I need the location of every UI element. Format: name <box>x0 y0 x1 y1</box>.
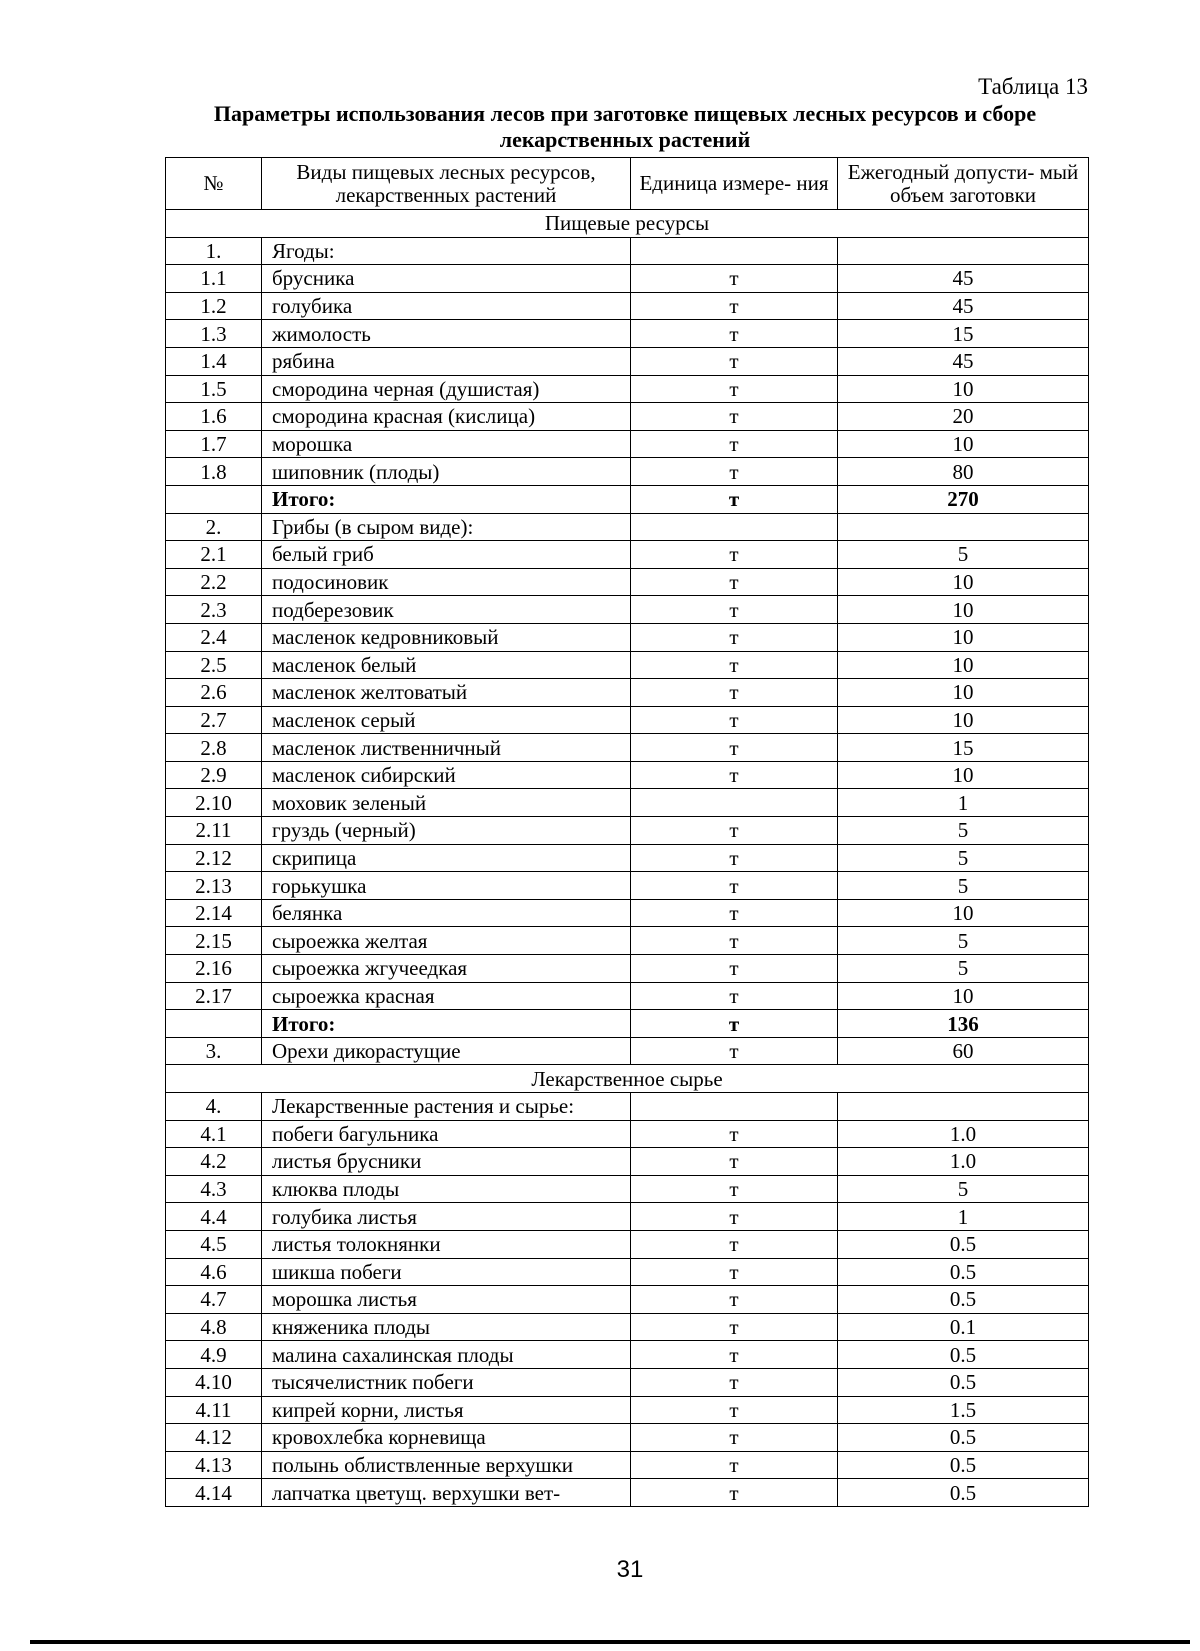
row-unit: т <box>631 568 838 596</box>
row-name: горькушка <box>262 872 631 900</box>
row-value: 5 <box>838 872 1089 900</box>
row-number: 1. <box>166 237 262 265</box>
row-value: 0.5 <box>838 1424 1089 1452</box>
row-value: 10 <box>838 761 1089 789</box>
row-number: 1.2 <box>166 292 262 320</box>
row-value: 10 <box>838 651 1089 679</box>
table-row <box>166 1396 1089 1424</box>
row-name: малина сахалинская плоды <box>262 1341 631 1369</box>
row-name: белый гриб <box>262 541 631 569</box>
row-name: Итого: <box>262 485 631 513</box>
row-unit: т <box>631 1479 838 1507</box>
row-value: 10 <box>838 899 1089 927</box>
row-number: 4.5 <box>166 1230 262 1258</box>
row-unit: т <box>631 458 838 486</box>
row-unit: т <box>631 485 838 513</box>
row-name: Лекарственные растения и сырье: <box>262 1093 631 1121</box>
table-row <box>166 1451 1089 1479</box>
row-number: 2. <box>166 513 262 541</box>
row-value <box>838 237 1089 265</box>
page-number: 31 <box>616 1556 644 1583</box>
row-name: голубика листья <box>262 1203 631 1231</box>
table-row <box>166 541 1089 569</box>
table-row <box>166 1175 1089 1203</box>
row-number: 4.1 <box>166 1120 262 1148</box>
table-row <box>166 706 1089 734</box>
table-row <box>166 568 1089 596</box>
table-row <box>166 955 1089 983</box>
row-name: полынь облиствленные верхушки <box>262 1451 631 1479</box>
header-volume: Ежегодный допусти- мый объем заготовки <box>838 158 1089 210</box>
table-row <box>166 1120 1089 1148</box>
row-value: 45 <box>838 347 1089 375</box>
row-name: шикша побеги <box>262 1258 631 1286</box>
row-unit: т <box>631 1175 838 1203</box>
row-value: 15 <box>838 734 1089 762</box>
total-row <box>166 1010 1089 1038</box>
table-row <box>166 1037 1089 1065</box>
row-name: шиповник (плоды) <box>262 458 631 486</box>
row-unit: т <box>631 1424 838 1452</box>
row-value: 20 <box>838 403 1089 431</box>
row-name: брусника <box>262 265 631 293</box>
header-num: № <box>166 158 262 210</box>
row-number: 1.4 <box>166 347 262 375</box>
row-number: 2.11 <box>166 817 262 845</box>
row-name: княженика плоды <box>262 1313 631 1341</box>
row-unit: т <box>631 1037 838 1065</box>
row-number: 2.3 <box>166 596 262 624</box>
row-value: 0.5 <box>838 1258 1089 1286</box>
row-value: 1.0 <box>838 1148 1089 1176</box>
row-unit: т <box>631 596 838 624</box>
section-title: Лекарственное сырье <box>166 1065 1089 1093</box>
row-value: 10 <box>838 596 1089 624</box>
row-unit: т <box>631 679 838 707</box>
row-name: жимолость <box>262 320 631 348</box>
table-label: Таблица 13 <box>978 74 1088 99</box>
row-name: подосиновик <box>262 568 631 596</box>
row-name: голубика <box>262 292 631 320</box>
table-row <box>166 1313 1089 1341</box>
row-value: 10 <box>838 679 1089 707</box>
row-value: 15 <box>838 320 1089 348</box>
table-row <box>166 1148 1089 1176</box>
row-name: кровохлебка корневища <box>262 1424 631 1452</box>
row-number: 4.10 <box>166 1368 262 1396</box>
row-number: 3. <box>166 1037 262 1065</box>
row-number: 2.5 <box>166 651 262 679</box>
table-row <box>166 403 1089 431</box>
table-row <box>166 623 1089 651</box>
row-number: 4.12 <box>166 1424 262 1452</box>
row-name: масленок сибирский <box>262 761 631 789</box>
row-unit: т <box>631 623 838 651</box>
row-unit: т <box>631 541 838 569</box>
row-name: масленок лиственничный <box>262 734 631 762</box>
row-number: 2.7 <box>166 706 262 734</box>
row-value: 5 <box>838 541 1089 569</box>
row-number: 4.14 <box>166 1479 262 1507</box>
header-unit: Единица измере- ния <box>631 158 838 210</box>
row-number: 2.2 <box>166 568 262 596</box>
row-name: скрипица <box>262 844 631 872</box>
row-unit: т <box>631 375 838 403</box>
section-row <box>166 210 1089 238</box>
row-value: 5 <box>838 927 1089 955</box>
table-row <box>166 430 1089 458</box>
header-type: Виды пищевых лесных ресурсов, лекарственных растений <box>262 158 631 210</box>
table-row <box>166 596 1089 624</box>
row-number <box>166 1010 262 1038</box>
row-unit: т <box>631 844 838 872</box>
table-row <box>166 237 1089 265</box>
table-row <box>166 982 1089 1010</box>
row-number: 1.5 <box>166 375 262 403</box>
row-value: 45 <box>838 265 1089 293</box>
row-number: 4.13 <box>166 1451 262 1479</box>
row-unit: т <box>631 1010 838 1038</box>
row-number: 2.17 <box>166 982 262 1010</box>
row-value: 0.5 <box>838 1451 1089 1479</box>
row-value: 136 <box>838 1010 1089 1038</box>
row-unit: т <box>631 872 838 900</box>
row-value: 10 <box>838 706 1089 734</box>
table-row <box>166 1093 1089 1121</box>
row-number: 2.1 <box>166 541 262 569</box>
table-row <box>166 265 1089 293</box>
row-name: масленок белый <box>262 651 631 679</box>
row-name: моховик зеленый <box>262 789 631 817</box>
table-row <box>166 761 1089 789</box>
header-row <box>166 158 1089 210</box>
row-unit: т <box>631 817 838 845</box>
table-row <box>166 899 1089 927</box>
row-unit: т <box>631 982 838 1010</box>
table-row <box>166 817 1089 845</box>
row-unit: т <box>631 430 838 458</box>
row-number: 4.9 <box>166 1341 262 1369</box>
table-row <box>166 320 1089 348</box>
row-value: 10 <box>838 568 1089 596</box>
table-row <box>166 1341 1089 1369</box>
row-unit: т <box>631 651 838 679</box>
table-row <box>166 1368 1089 1396</box>
row-unit <box>631 1093 838 1121</box>
row-value: 0.5 <box>838 1368 1089 1396</box>
row-number: 4. <box>166 1093 262 1121</box>
row-value: 5 <box>838 955 1089 983</box>
row-name: смородина черная (душистая) <box>262 375 631 403</box>
row-number: 2.9 <box>166 761 262 789</box>
row-number: 2.10 <box>166 789 262 817</box>
table-row <box>166 513 1089 541</box>
row-value: 1 <box>838 1203 1089 1231</box>
row-number: 2.16 <box>166 955 262 983</box>
row-unit: т <box>631 347 838 375</box>
row-unit: т <box>631 1368 838 1396</box>
table-title: Параметры использования лесов при заготовке пищевых лесных ресурсов и сборе лекарственных растений <box>213 101 1037 152</box>
row-number: 1.3 <box>166 320 262 348</box>
row-name: белянка <box>262 899 631 927</box>
row-value: 5 <box>838 844 1089 872</box>
row-value: 0.5 <box>838 1479 1089 1507</box>
row-unit: т <box>631 403 838 431</box>
row-value: 10 <box>838 623 1089 651</box>
row-unit <box>631 513 838 541</box>
row-unit: т <box>631 265 838 293</box>
row-number <box>166 485 262 513</box>
row-value: 1.0 <box>838 1120 1089 1148</box>
row-unit: т <box>631 1203 838 1231</box>
row-value: 0.5 <box>838 1341 1089 1369</box>
row-name: подберезовик <box>262 596 631 624</box>
total-row <box>166 485 1089 513</box>
row-number: 2.8 <box>166 734 262 762</box>
row-unit <box>631 237 838 265</box>
table-row <box>166 734 1089 762</box>
table-row <box>166 1203 1089 1231</box>
row-number: 4.7 <box>166 1286 262 1314</box>
table-row <box>166 1258 1089 1286</box>
table-row <box>166 458 1089 486</box>
row-value: 270 <box>838 485 1089 513</box>
row-unit: т <box>631 761 838 789</box>
row-name: листья брусники <box>262 1148 631 1176</box>
row-name: клюква плоды <box>262 1175 631 1203</box>
table-row <box>166 927 1089 955</box>
row-unit: т <box>631 734 838 762</box>
resources-table <box>165 157 1089 1507</box>
row-unit: т <box>631 1286 838 1314</box>
row-number: 2.4 <box>166 623 262 651</box>
row-value <box>838 1093 1089 1121</box>
row-value: 1.5 <box>838 1396 1089 1424</box>
table-row <box>166 375 1089 403</box>
row-unit: т <box>631 320 838 348</box>
section-row <box>166 1065 1089 1093</box>
row-unit: т <box>631 955 838 983</box>
row-value: 0.1 <box>838 1313 1089 1341</box>
row-name: Грибы (в сыром виде): <box>262 513 631 541</box>
row-value: 0.5 <box>838 1286 1089 1314</box>
bottom-rule <box>30 1640 1190 1644</box>
row-unit: т <box>631 1230 838 1258</box>
table-row <box>166 292 1089 320</box>
row-unit: т <box>631 1258 838 1286</box>
row-unit: т <box>631 1396 838 1424</box>
table-row <box>166 872 1089 900</box>
table-row <box>166 679 1089 707</box>
table-row <box>166 651 1089 679</box>
row-unit: т <box>631 899 838 927</box>
row-name: лапчатка цветущ. верхушки вет- <box>262 1479 631 1507</box>
row-name: морошка <box>262 430 631 458</box>
table-row <box>166 1479 1089 1507</box>
row-number: 2.14 <box>166 899 262 927</box>
row-value: 5 <box>838 1175 1089 1203</box>
table-row <box>166 1424 1089 1452</box>
row-number: 2.13 <box>166 872 262 900</box>
row-name: сыроежка желтая <box>262 927 631 955</box>
row-number: 1.8 <box>166 458 262 486</box>
row-value: 80 <box>838 458 1089 486</box>
row-name: побеги багульника <box>262 1120 631 1148</box>
row-value: 60 <box>838 1037 1089 1065</box>
row-number: 1.6 <box>166 403 262 431</box>
row-number: 4.4 <box>166 1203 262 1231</box>
row-unit: т <box>631 927 838 955</box>
row-unit: т <box>631 1148 838 1176</box>
row-value: 10 <box>838 982 1089 1010</box>
row-number: 4.6 <box>166 1258 262 1286</box>
section-title: Пищевые ресурсы <box>166 210 1089 238</box>
row-name: тысячелистник побеги <box>262 1368 631 1396</box>
row-number: 4.3 <box>166 1175 262 1203</box>
row-value: 10 <box>838 375 1089 403</box>
table-row <box>166 1286 1089 1314</box>
row-unit: т <box>631 292 838 320</box>
row-name: листья толокнянки <box>262 1230 631 1258</box>
row-number: 4.8 <box>166 1313 262 1341</box>
table-row <box>166 347 1089 375</box>
row-name: кипрей корни, листья <box>262 1396 631 1424</box>
table-row <box>166 844 1089 872</box>
table-row <box>166 1230 1089 1258</box>
row-name: сыроежка красная <box>262 982 631 1010</box>
table-row <box>166 789 1089 817</box>
row-number: 1.7 <box>166 430 262 458</box>
row-unit: т <box>631 1451 838 1479</box>
row-name: груздь (черный) <box>262 817 631 845</box>
row-number: 2.12 <box>166 844 262 872</box>
row-name: Орехи дикорастущие <box>262 1037 631 1065</box>
row-unit: т <box>631 1341 838 1369</box>
row-name: Итого: <box>262 1010 631 1038</box>
row-name: сыроежка жгучеедкая <box>262 955 631 983</box>
row-number: 2.6 <box>166 679 262 707</box>
row-number: 1.1 <box>166 265 262 293</box>
row-value: 10 <box>838 430 1089 458</box>
row-unit: т <box>631 706 838 734</box>
row-value: 5 <box>838 817 1089 845</box>
table-body <box>166 210 1089 1507</box>
row-value <box>838 513 1089 541</box>
row-name: морошка листья <box>262 1286 631 1314</box>
row-name: Ягоды: <box>262 237 631 265</box>
row-number: 4.2 <box>166 1148 262 1176</box>
row-name: смородина красная (кислица) <box>262 403 631 431</box>
row-name: масленок кедровниковый <box>262 623 631 651</box>
row-value: 45 <box>838 292 1089 320</box>
row-number: 4.11 <box>166 1396 262 1424</box>
row-name: масленок желтоватый <box>262 679 631 707</box>
row-unit <box>631 789 838 817</box>
row-value: 1 <box>838 789 1089 817</box>
row-name: рябина <box>262 347 631 375</box>
row-unit: т <box>631 1120 838 1148</box>
row-unit: т <box>631 1313 838 1341</box>
row-name: масленок серый <box>262 706 631 734</box>
row-number: 2.15 <box>166 927 262 955</box>
row-value: 0.5 <box>838 1230 1089 1258</box>
